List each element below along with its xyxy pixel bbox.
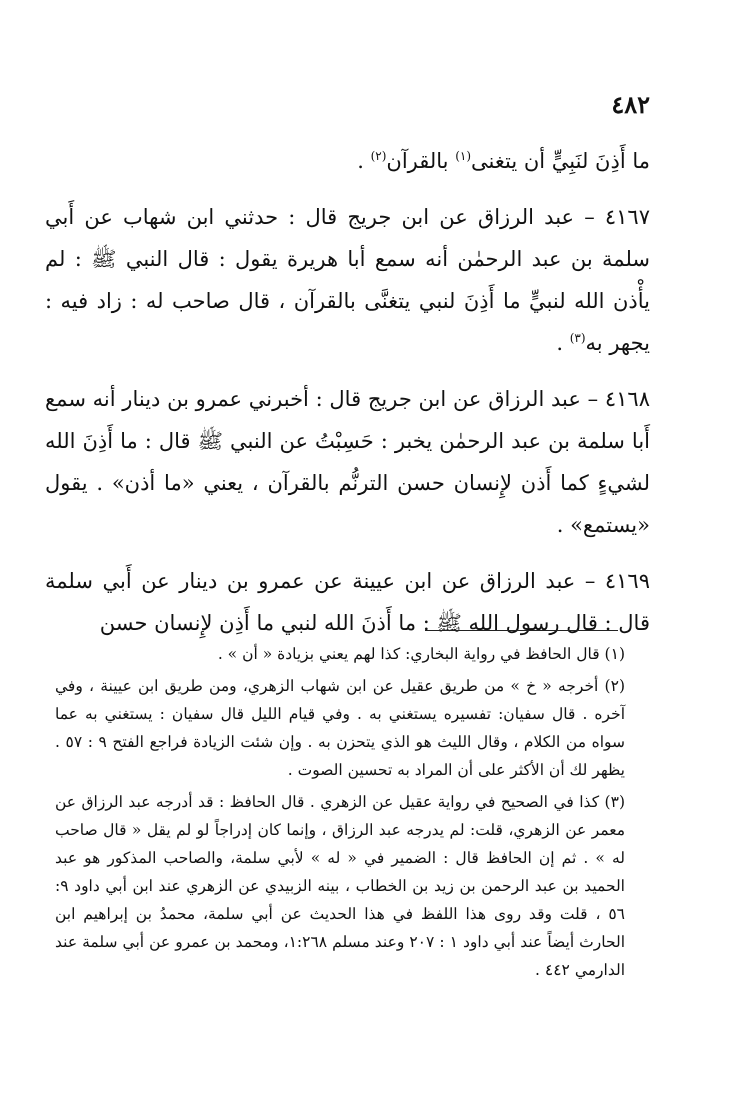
opening-text-a: ما أَذِنَ لنَبِيٍّ أن يتغنى: [471, 149, 650, 173]
hadith-text: – عبد الرزاق عن ابن جريج قال : أخبرني عمرو بن دينار أنه سمع أَبا سلمة بن عبد الرحمٰن يخبر : حَسِبْتُ عن النبي ﷺ قال : ما أَذِنَ الله لشيءٍ كما أَذن لإِنسان حسن الترنُّم بالقرآن ، يعني «ما أذن» . يقول «يستمع» .: [45, 387, 650, 537]
footnote-text: أخرجه « خ » من طريق عقيل عن ابن شهاب الزهري، ومن طريق ابن عيينة ، وفي آخره . قال سفيان: تفسيره يستغني به . وفي قيام الليل قال سفيان : يستغني به عما سواه من الكلام ، وقال الليث هو الذي يتحزن به . وإن شئت الزيادة فراجع الفتح ٩ : ٥٧ . يظهر لك أن الأكثر على أن المراد به تحسين الصوت .: [55, 677, 626, 779]
hadith-number: ٤١٦٨: [604, 387, 650, 411]
opening-line: [45, 140, 650, 182]
hadith-text-end: .: [556, 331, 570, 355]
hadith-text: – عبد الرزاق عن ابن جريج قال : حدثني ابن شهاب عن أَبي سلمة بن عبد الرحمٰن أنه سمع أبا هريرة يقول : قال النبي ﷺ : لم يأْذن الله لنبيٍّ ما أَذِنَ لنبي يتغنَّى بالقرآن ، قال صاحب له : زاد فيه : يجهر به: [45, 205, 650, 355]
opening-text-b: بالقرآن: [386, 149, 456, 173]
footnote: [55, 672, 625, 784]
footnote-divider: [425, 630, 618, 631]
page-number: ٤٨٢: [611, 90, 650, 119]
footnote-marker: (١): [604, 645, 625, 663]
hadith-paragraph: [45, 378, 650, 546]
footnote: [55, 640, 625, 668]
footnote-ref-2: (٢): [370, 149, 387, 163]
hadith-paragraph: [45, 560, 650, 644]
footnote-marker: (٣): [604, 793, 625, 811]
hadith-number: ٤١٦٧: [604, 205, 650, 229]
main-text: [45, 140, 650, 658]
footnote-marker: (٢): [604, 677, 625, 695]
opening-text-c: .: [357, 149, 371, 173]
footnotes: [55, 640, 625, 988]
hadith-number: ٤١٦٩: [604, 569, 650, 593]
footnote-text: كذا في الصحيح في رواية عقيل عن الزهري . قال الحافظ : قد أدرجه عبد الرزاق عن معمر عن الزهري، قلت: لم يدرجه عبد الرزاق ، وإنما كان إدراجاً لو لم يقل « قال صاحب له » . ثم إن الحافظ قال : الضمير في « له » لأبي سلمة، والصاحب المذكور هو عبد الحميد بن عبد الرحمن بن زيد بن الخطاب ، بينه الزبيدي عن الزهري عند ابن أبي داود ٩: ٥٦ ، قلت وقد روى هذا اللفظ في هذا الحديث عن أبي سلمة، محمدُ بن إبراهيم ابن الحارث أيضاً عند أبي داود ١ : ٢٠٧ وعند مسلم ١:٢٦٨، ومحمد بن عمرو عن أبي سلمة عند الدارمي ٤٤٢ .: [55, 793, 626, 979]
footnote-text: قال الحافظ في رواية البخاري: كذا لهم يعني بزيادة « أن » .: [217, 645, 605, 663]
hadith-paragraph: [45, 196, 650, 364]
footnote: [55, 788, 625, 984]
hadith-text: – عبد الرزاق عن ابن عيينة عن عمرو بن دينار عن أَبي سلمة قال : قال رسول الله ﷺ : ما أَذنَ الله لنبي ما أَذِن لإِنسان حسن: [45, 569, 650, 635]
footnote-ref-1: (١): [455, 149, 472, 163]
footnote-ref-3: (٣): [569, 331, 586, 345]
